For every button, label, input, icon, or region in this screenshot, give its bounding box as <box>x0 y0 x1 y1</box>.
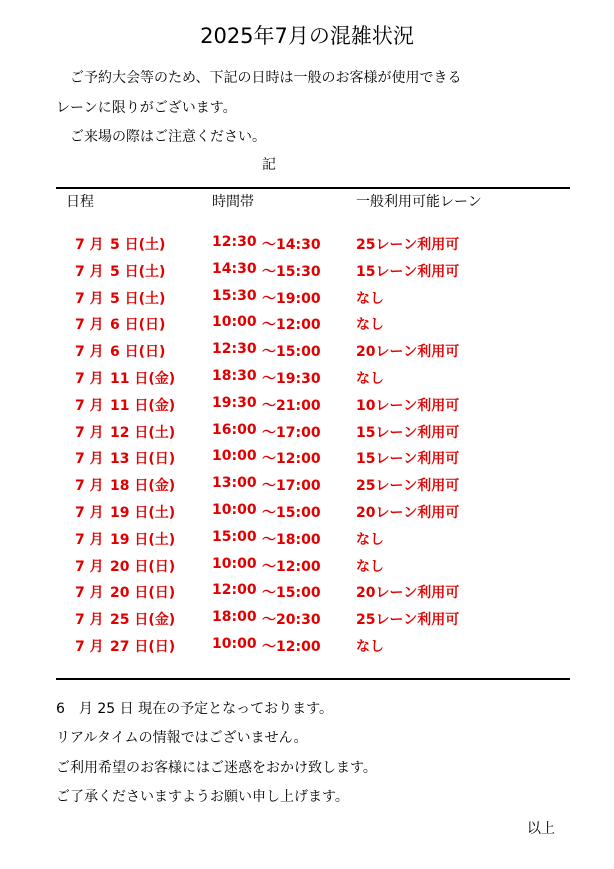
row-end-time: ～15:00 <box>262 585 321 602</box>
schedule-row <box>0 448 614 475</box>
row-start-time: 18:30 <box>212 367 257 384</box>
row-end-time: ～15:00 <box>262 344 321 361</box>
schedule-row <box>0 636 614 663</box>
row-day: 12 日(土) <box>110 424 176 441</box>
row-end-time: ～12:00 <box>262 558 321 575</box>
row-start-time: 16:00 <box>212 421 257 438</box>
row-end-time: ～20:30 <box>262 612 321 629</box>
page-title: 2025年7月の混雑状況 <box>200 24 414 48</box>
row-available-lanes: 20レーン利用可 <box>356 504 460 521</box>
row-start-time: 12:00 <box>212 582 257 599</box>
row-day: 5 日(土) <box>110 237 166 253</box>
row-day: 5 日(土) <box>110 263 166 280</box>
schedule-row <box>0 475 614 502</box>
schedule-row <box>0 368 614 395</box>
row-available-lanes: なし <box>356 531 384 548</box>
schedule-row <box>0 529 614 556</box>
row-available-lanes: 25レーン利用可 <box>356 478 460 495</box>
note-line-2: リアルタイムの情報ではございません。 <box>56 730 308 746</box>
row-end-time: ～18:00 <box>262 531 321 548</box>
row-day: 6 日(日) <box>110 317 166 334</box>
row-start-time: 19:30 <box>212 394 257 411</box>
top-divider <box>56 187 570 189</box>
row-day: 27 日(日) <box>110 638 176 655</box>
row-month: 7 月 <box>75 504 104 521</box>
row-available-lanes: 20レーン利用可 <box>356 344 460 361</box>
row-day: 18 日(金) <box>110 478 176 495</box>
row-end-time: ～12:00 <box>262 638 321 655</box>
row-end-time: ～15:30 <box>262 263 321 280</box>
ki-marker: 記 <box>262 157 276 173</box>
schedule-row <box>0 502 614 529</box>
row-end-time: ～15:00 <box>262 504 321 521</box>
note-line-4: ご了承くださいますようお願い申し上げます。 <box>56 789 349 805</box>
row-start-time: 10:00 <box>212 635 257 652</box>
schedule-row <box>0 234 614 261</box>
row-start-time: 15:30 <box>212 287 257 304</box>
row-month: 7 月 <box>75 344 104 361</box>
bottom-divider <box>56 678 570 680</box>
row-end-time: ～19:30 <box>262 370 321 387</box>
row-month: 7 月 <box>75 290 104 307</box>
row-day: 11 日(金) <box>110 370 176 387</box>
row-month: 7 月 <box>75 424 104 441</box>
row-start-time: 14:30 <box>212 260 257 277</box>
row-day: 6 日(日) <box>110 344 166 361</box>
row-month: 7 月 <box>75 237 104 253</box>
schedule-row <box>0 582 614 609</box>
header-time: 時間帯 <box>212 194 254 210</box>
schedule-row <box>0 556 614 583</box>
row-end-time: ～14:30 <box>262 237 321 253</box>
schedule-row <box>0 341 614 368</box>
row-day: 19 日(土) <box>110 504 176 521</box>
row-end-time: ～17:00 <box>262 478 321 495</box>
row-end-time: ～19:00 <box>262 290 321 307</box>
row-day: 13 日(日) <box>110 451 176 468</box>
row-end-time: ～17:00 <box>262 424 321 441</box>
row-end-time: ～12:00 <box>262 451 321 468</box>
row-start-time: 15:00 <box>212 528 257 545</box>
row-month: 7 月 <box>75 585 104 602</box>
row-month: 7 月 <box>75 478 104 495</box>
row-available-lanes: なし <box>356 370 384 387</box>
row-month: 7 月 <box>75 638 104 655</box>
schedule-row <box>0 609 614 636</box>
row-available-lanes: なし <box>356 638 384 655</box>
row-available-lanes: 15レーン利用可 <box>356 263 460 280</box>
row-month: 7 月 <box>75 531 104 548</box>
row-available-lanes: 20レーン利用可 <box>356 585 460 602</box>
row-month: 7 月 <box>75 397 104 414</box>
schedule-row <box>0 422 614 449</box>
row-start-time: 10:00 <box>212 314 257 331</box>
row-month: 7 月 <box>75 317 104 334</box>
closing-text: 以上 <box>527 821 555 837</box>
row-start-time: 13:00 <box>212 475 257 492</box>
row-available-lanes: 25レーン利用可 <box>356 237 460 253</box>
intro-line-2: レーンに限りがございます。 <box>56 100 237 116</box>
row-available-lanes: なし <box>356 290 384 307</box>
row-day: 19 日(土) <box>110 531 176 548</box>
row-start-time: 12:30 <box>212 341 257 358</box>
row-month: 7 月 <box>75 558 104 575</box>
schedule-table <box>0 234 614 663</box>
intro-line-3: ご来場の際はご注意ください。 <box>56 129 266 145</box>
row-end-time: ～21:00 <box>262 397 321 414</box>
row-start-time: 10:00 <box>212 501 257 518</box>
row-available-lanes: 10レーン利用可 <box>356 397 460 414</box>
row-available-lanes: なし <box>356 317 384 334</box>
row-available-lanes: 15レーン利用可 <box>356 424 460 441</box>
row-available-lanes: 25レーン利用可 <box>356 612 460 629</box>
row-day: 5 日(土) <box>110 290 166 307</box>
row-end-time: ～12:00 <box>262 317 321 334</box>
row-month: 7 月 <box>75 451 104 468</box>
row-day: 20 日(日) <box>110 585 176 602</box>
row-start-time: 10:00 <box>212 448 257 465</box>
row-available-lanes: なし <box>356 558 384 575</box>
intro-line-1: ご予約大会等のため、下記の日時は一般のお客様が使用できる <box>56 70 462 86</box>
note-line-3: ご利用希望のお客様にはご迷惑をおかけ致します。 <box>56 760 377 776</box>
row-start-time: 10:00 <box>212 555 257 572</box>
header-lanes: 一般利用可能レーン <box>356 194 482 210</box>
row-day: 25 日(金) <box>110 612 176 629</box>
row-day: 20 日(日) <box>110 558 176 575</box>
header-date: 日程 <box>66 194 94 210</box>
schedule-row <box>0 288 614 315</box>
row-available-lanes: 15レーン利用可 <box>356 451 460 468</box>
row-start-time: 12:30 <box>212 234 257 250</box>
schedule-row <box>0 314 614 341</box>
schedule-row <box>0 395 614 422</box>
note-line-1: 6 月 25 日 現在の予定となっております。 <box>56 701 333 717</box>
row-start-time: 18:00 <box>212 609 257 626</box>
schedule-row <box>0 261 614 288</box>
row-month: 7 月 <box>75 370 104 387</box>
row-month: 7 月 <box>75 263 104 280</box>
row-month: 7 月 <box>75 612 104 629</box>
row-day: 11 日(金) <box>110 397 176 414</box>
